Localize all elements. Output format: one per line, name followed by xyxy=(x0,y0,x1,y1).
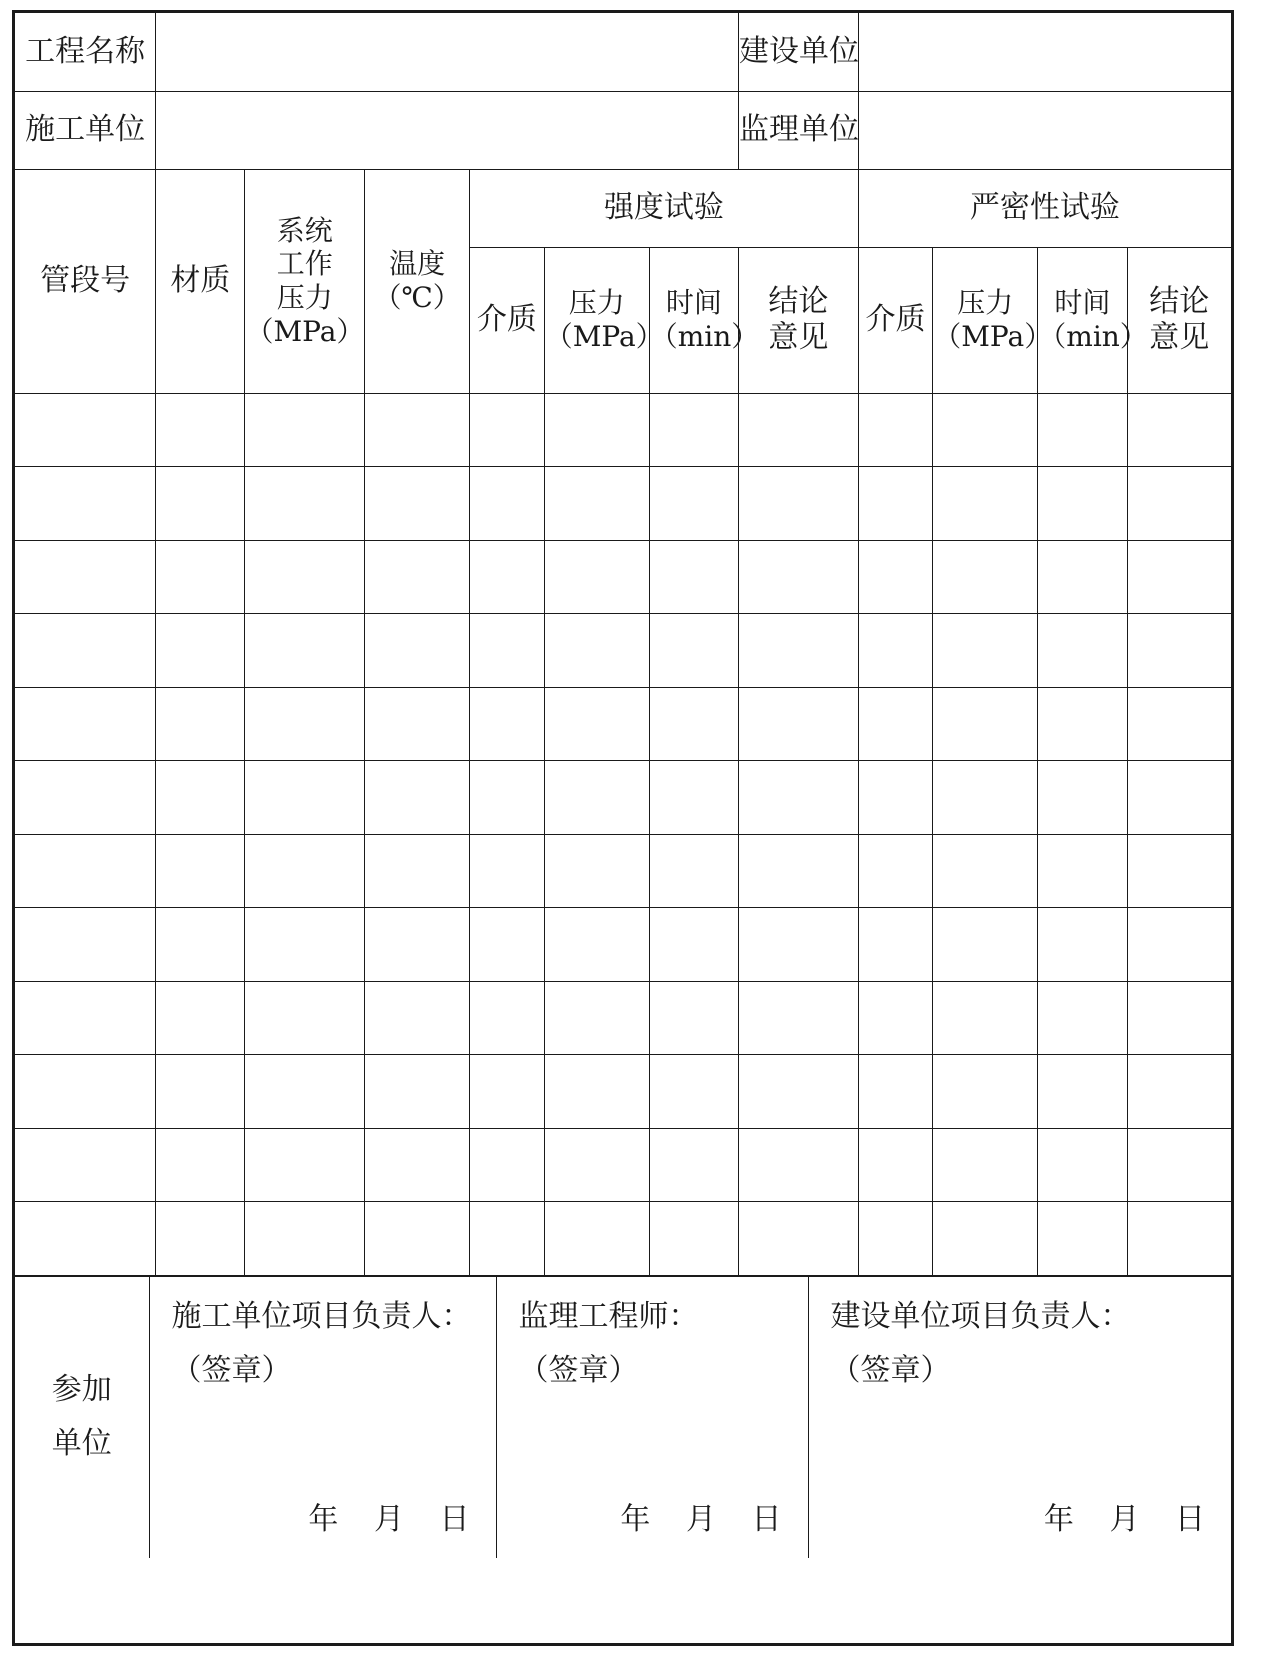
tightness-test-header: 严密性试验 xyxy=(858,169,1231,247)
table-cell[interactable] xyxy=(156,687,245,761)
table-cell[interactable] xyxy=(1127,467,1231,541)
table-cell[interactable] xyxy=(1038,1055,1127,1129)
table-cell[interactable] xyxy=(245,1128,365,1202)
table-cell[interactable] xyxy=(858,1055,933,1129)
table-cell[interactable] xyxy=(1127,908,1231,982)
table-cell[interactable] xyxy=(156,540,245,614)
table-cell[interactable] xyxy=(156,1055,245,1129)
table-cell[interactable] xyxy=(649,393,738,467)
strength-time-header xyxy=(649,247,760,393)
owner-date: 年 月 日 xyxy=(1043,1502,1205,1537)
table-cell[interactable] xyxy=(245,981,365,1055)
table-cell[interactable] xyxy=(470,908,545,982)
table-cell[interactable] xyxy=(933,467,1038,541)
table-cell[interactable] xyxy=(15,687,156,761)
table-cell[interactable] xyxy=(365,1128,470,1202)
table-cell[interactable] xyxy=(739,1055,859,1129)
table-cell[interactable] xyxy=(544,761,649,835)
supervisor-field[interactable] xyxy=(858,91,1231,169)
working-pressure-header xyxy=(245,169,365,393)
table-cell[interactable] xyxy=(15,908,156,982)
table-cell[interactable] xyxy=(15,1128,156,1202)
table-cell[interactable] xyxy=(1038,540,1127,614)
header-and-data-table xyxy=(15,13,1231,1276)
table-cell[interactable] xyxy=(933,761,1038,835)
material-header: 材质 xyxy=(156,169,245,393)
table-cell[interactable] xyxy=(245,467,365,541)
table-row xyxy=(15,540,1231,614)
table-cell[interactable] xyxy=(739,981,859,1055)
table-cell[interactable] xyxy=(739,1128,859,1202)
table-row xyxy=(15,687,1231,761)
tightness-time-header xyxy=(1038,247,1148,393)
strength-pressure-line-1: 压力 xyxy=(568,286,625,320)
strength-test-header: 强度试验 xyxy=(470,169,859,247)
table-cell[interactable] xyxy=(245,834,365,908)
signature-table xyxy=(15,1276,1231,1559)
strength-pressure-line-2: （MPa） xyxy=(544,320,664,353)
owner-field[interactable] xyxy=(858,13,1231,91)
supervisor-seal-note: （签章） xyxy=(518,1352,639,1388)
table-cell[interactable] xyxy=(1127,614,1231,688)
table-cell[interactable] xyxy=(156,908,245,982)
table-cell[interactable] xyxy=(15,1202,156,1276)
table-row xyxy=(15,614,1231,688)
pressure-test-record-form xyxy=(12,10,1234,1646)
table-cell[interactable] xyxy=(739,1202,859,1276)
table-cell[interactable] xyxy=(1038,908,1127,982)
table-cell[interactable] xyxy=(470,687,545,761)
table-cell[interactable] xyxy=(739,540,859,614)
segment-no-header: 管段号 xyxy=(15,169,156,393)
table-cell[interactable] xyxy=(1038,761,1127,835)
table-cell[interactable] xyxy=(156,614,245,688)
tightness-pressure-header xyxy=(933,247,1053,393)
table-cell[interactable] xyxy=(1127,393,1231,467)
table-cell[interactable] xyxy=(1127,687,1231,761)
table-cell[interactable] xyxy=(365,467,470,541)
supervisor-signature-block[interactable] xyxy=(496,1276,808,1558)
table-cell[interactable] xyxy=(933,614,1038,688)
table-cell[interactable] xyxy=(245,540,365,614)
table-cell[interactable] xyxy=(470,393,545,467)
table-cell[interactable] xyxy=(245,908,365,982)
table-cell[interactable] xyxy=(858,614,933,688)
table-cell[interactable] xyxy=(15,981,156,1055)
table-cell[interactable] xyxy=(649,1055,738,1129)
table-cell[interactable] xyxy=(1127,1055,1231,1129)
supervisor-date: 年 月 日 xyxy=(620,1502,782,1537)
table-cell[interactable] xyxy=(470,834,545,908)
owner-signature-block[interactable] xyxy=(808,1276,1231,1558)
table-cell[interactable] xyxy=(858,540,933,614)
strength-time-line-1: 时间 xyxy=(665,286,722,320)
table-cell[interactable] xyxy=(649,981,738,1055)
table-cell[interactable] xyxy=(933,1055,1038,1129)
contractor-signature-block[interactable] xyxy=(149,1276,496,1558)
participating-units-line-1: 参加 xyxy=(51,1372,112,1408)
table-row xyxy=(15,393,1231,467)
table-cell[interactable] xyxy=(544,687,649,761)
table-cell[interactable] xyxy=(933,540,1038,614)
table-cell[interactable] xyxy=(1038,1202,1127,1276)
table-cell[interactable] xyxy=(739,687,859,761)
table-row xyxy=(15,834,1231,908)
table-row xyxy=(15,1202,1231,1276)
table-cell[interactable] xyxy=(365,540,470,614)
table-cell[interactable] xyxy=(1038,393,1127,467)
table-cell[interactable] xyxy=(245,393,365,467)
table-cell[interactable] xyxy=(15,540,156,614)
strength-conclusion-line-1: 结论 xyxy=(768,284,829,319)
contractor-label: 施工单位 xyxy=(15,91,156,169)
table-cell[interactable] xyxy=(365,1055,470,1129)
table-cell[interactable] xyxy=(15,834,156,908)
table-cell[interactable] xyxy=(15,393,156,467)
table-cell[interactable] xyxy=(365,1202,470,1276)
table-cell[interactable] xyxy=(933,1128,1038,1202)
table-cell[interactable] xyxy=(1127,981,1231,1055)
table-cell[interactable] xyxy=(649,540,738,614)
table-cell[interactable] xyxy=(470,614,545,688)
table-cell[interactable] xyxy=(245,761,365,835)
table-cell[interactable] xyxy=(739,908,859,982)
table-cell[interactable] xyxy=(858,687,933,761)
table-cell[interactable] xyxy=(1127,1128,1231,1202)
temperature-line-2: （℃） xyxy=(373,281,461,314)
table-cell[interactable] xyxy=(649,1128,738,1202)
table-cell[interactable] xyxy=(1038,834,1127,908)
tightness-conclusion-line-1: 结论 xyxy=(1149,284,1210,319)
table-cell[interactable] xyxy=(245,687,365,761)
table-cell[interactable] xyxy=(933,687,1038,761)
table-cell[interactable] xyxy=(933,908,1038,982)
table-cell[interactable] xyxy=(858,761,933,835)
table-cell[interactable] xyxy=(544,834,649,908)
data-rows xyxy=(15,393,1231,1275)
contractor-signature-title: 施工单位项目负责人： xyxy=(171,1298,472,1334)
table-cell[interactable] xyxy=(1038,467,1127,541)
table-cell[interactable] xyxy=(1038,1128,1127,1202)
table-cell[interactable] xyxy=(470,761,545,835)
table-cell[interactable] xyxy=(858,834,933,908)
table-cell[interactable] xyxy=(544,1202,649,1276)
supervisor-label: 监理单位 xyxy=(739,91,859,169)
strength-pressure-header xyxy=(544,247,664,393)
tightness-time-line-2: （min） xyxy=(1038,320,1148,353)
table-cell[interactable] xyxy=(15,761,156,835)
table-cell[interactable] xyxy=(649,834,738,908)
table-cell[interactable] xyxy=(365,393,470,467)
contractor-date: 年 月 日 xyxy=(308,1502,470,1537)
table-cell[interactable] xyxy=(739,834,859,908)
table-row xyxy=(15,908,1231,982)
strength-medium-header: 介质 xyxy=(470,247,545,393)
table-cell[interactable] xyxy=(649,614,738,688)
table-cell[interactable] xyxy=(470,540,545,614)
table-cell[interactable] xyxy=(156,393,245,467)
table-cell[interactable] xyxy=(470,467,545,541)
table-cell[interactable] xyxy=(470,1202,545,1276)
table-cell[interactable] xyxy=(156,1128,245,1202)
temperature-line-1: 温度 xyxy=(389,247,446,281)
table-cell[interactable] xyxy=(544,1055,649,1129)
table-cell[interactable] xyxy=(858,981,933,1055)
table-cell[interactable] xyxy=(649,467,738,541)
table-cell[interactable] xyxy=(15,467,156,541)
table-cell[interactable] xyxy=(858,908,933,982)
tightness-pressure-line-2: （MPa） xyxy=(933,320,1053,353)
table-cell[interactable] xyxy=(156,834,245,908)
table-cell[interactable] xyxy=(649,761,738,835)
table-cell[interactable] xyxy=(365,614,470,688)
table-cell[interactable] xyxy=(1127,1202,1231,1276)
tightness-medium-header: 介质 xyxy=(858,247,933,393)
table-cell[interactable] xyxy=(544,393,649,467)
table-cell[interactable] xyxy=(544,981,649,1055)
table-cell[interactable] xyxy=(544,908,649,982)
table-cell[interactable] xyxy=(1038,981,1127,1055)
owner-seal-note: （签章） xyxy=(830,1352,951,1388)
project-name-field[interactable] xyxy=(156,13,739,91)
table-cell[interactable] xyxy=(245,1055,365,1129)
table-cell[interactable] xyxy=(470,1055,545,1129)
table-row xyxy=(15,761,1231,835)
table-cell[interactable] xyxy=(365,981,470,1055)
table-cell[interactable] xyxy=(933,834,1038,908)
table-cell[interactable] xyxy=(739,467,859,541)
contractor-field[interactable] xyxy=(156,91,739,169)
table-cell[interactable] xyxy=(739,393,859,467)
table-cell[interactable] xyxy=(933,1202,1038,1276)
table-cell[interactable] xyxy=(15,1055,156,1129)
table-cell[interactable] xyxy=(1038,687,1127,761)
owner-label: 建设单位 xyxy=(739,13,859,91)
table-cell[interactable] xyxy=(739,614,859,688)
table-cell[interactable] xyxy=(544,540,649,614)
table-cell[interactable] xyxy=(1038,614,1127,688)
table-cell[interactable] xyxy=(649,687,738,761)
table-cell[interactable] xyxy=(365,761,470,835)
table-cell[interactable] xyxy=(156,761,245,835)
table-cell[interactable] xyxy=(365,834,470,908)
table-row xyxy=(15,981,1231,1055)
tightness-pressure-line-1: 压力 xyxy=(957,286,1014,320)
table-cell[interactable] xyxy=(544,614,649,688)
table-cell[interactable] xyxy=(933,393,1038,467)
tightness-conclusion-line-2: 意见 xyxy=(1149,320,1210,355)
table-cell[interactable] xyxy=(365,687,470,761)
working-pressure-line-1: 系统 xyxy=(276,213,333,247)
table-cell[interactable] xyxy=(544,1128,649,1202)
table-row xyxy=(15,467,1231,541)
table-cell[interactable] xyxy=(156,467,245,541)
table-cell[interactable] xyxy=(245,1202,365,1276)
table-cell[interactable] xyxy=(933,981,1038,1055)
working-pressure-line-4: （MPa） xyxy=(245,314,365,348)
table-cell[interactable] xyxy=(1127,761,1231,835)
strength-time-line-2: （min） xyxy=(649,320,760,353)
table-cell[interactable] xyxy=(544,467,649,541)
table-cell[interactable] xyxy=(15,614,156,688)
working-pressure-line-3: 压力 xyxy=(276,281,333,314)
participating-units-label xyxy=(15,1276,149,1558)
table-cell[interactable] xyxy=(156,981,245,1055)
owner-signature-title: 建设单位项目负责人： xyxy=(830,1298,1131,1334)
working-pressure-line-2: 工作 xyxy=(276,247,333,281)
table-cell[interactable] xyxy=(858,1128,933,1202)
contractor-seal-note: （签章） xyxy=(171,1352,292,1388)
table-cell[interactable] xyxy=(858,467,933,541)
participating-units-line-2: 单位 xyxy=(51,1426,112,1462)
project-name-label: 工程名称 xyxy=(15,13,156,91)
table-cell[interactable] xyxy=(470,981,545,1055)
supervisor-signature-title: 监理工程师： xyxy=(518,1298,699,1334)
table-cell[interactable] xyxy=(156,1202,245,1276)
table-row xyxy=(15,1055,1231,1129)
table-cell[interactable] xyxy=(470,1128,545,1202)
table-cell[interactable] xyxy=(1127,834,1231,908)
table-cell[interactable] xyxy=(739,761,859,835)
table-cell[interactable] xyxy=(858,393,933,467)
tightness-time-line-1: 时间 xyxy=(1054,286,1111,320)
table-cell[interactable] xyxy=(365,908,470,982)
table-cell[interactable] xyxy=(245,614,365,688)
table-cell[interactable] xyxy=(1127,540,1231,614)
table-cell[interactable] xyxy=(858,1202,933,1276)
table-cell[interactable] xyxy=(649,908,738,982)
strength-conclusion-line-2: 意见 xyxy=(768,320,829,355)
temperature-header xyxy=(365,169,470,393)
table-cell[interactable] xyxy=(649,1202,738,1276)
table-row xyxy=(15,1128,1231,1202)
